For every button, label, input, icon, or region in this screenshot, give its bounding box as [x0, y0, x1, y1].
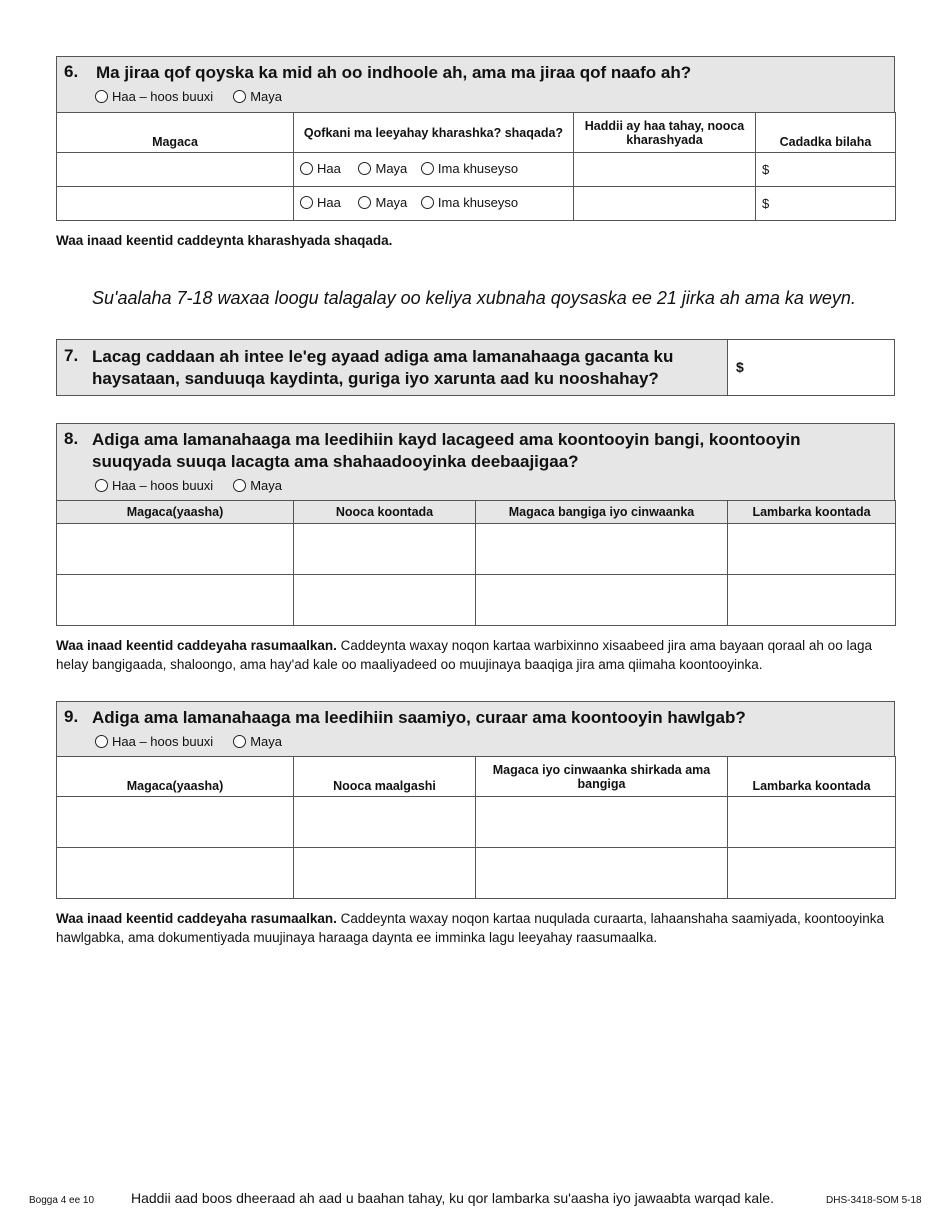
- radio-circle-icon[interactable]: [233, 479, 246, 492]
- radio-circle-icon[interactable]: [95, 90, 108, 103]
- q8-answer: [95, 478, 302, 493]
- q8-col-account-number: Lambarka koontada: [728, 501, 896, 524]
- q6-months-cell[interactable]: [756, 153, 896, 187]
- radio-circle-icon[interactable]: [300, 162, 313, 175]
- q6-months-cell[interactable]: [756, 187, 896, 221]
- section-note: Su'aalaha 7-18 waxaa loogu talagalay oo keliya xubnaha qoysaska ee 21 jirka ah ama ka weyn.: [92, 288, 856, 308]
- q8-note: [56, 636, 896, 674]
- option-label: Ima khuseyso: [437, 195, 519, 210]
- q8-table: [56, 500, 896, 626]
- q6-options-cell: [294, 187, 574, 221]
- q6-type-cell[interactable]: [574, 153, 756, 187]
- q8-number: 8.: [64, 429, 79, 448]
- q8-col-account-type: Nooca koontada: [294, 501, 476, 524]
- table-row: [57, 524, 896, 575]
- q9-cell[interactable]: [57, 848, 294, 899]
- q9-yes-label: Haa – hoos buuxi: [112, 734, 214, 749]
- q9-note-text: Caddeynta waxay noqon kartaa nuqulada curaarta, lahaanshaha saamiyada, koontooyinka hawlgabka, ama dokumentiyada muujinaya haraaga daynta ee imminka lagu leeyahay raasumaalka.: [56, 911, 885, 945]
- currency-symbol: $: [762, 196, 770, 211]
- q6-col-expense: Qofkani ma leeyahay kharashka? shaqada?: [294, 113, 574, 153]
- q9-cell[interactable]: [728, 797, 896, 848]
- radio-circle-icon[interactable]: [421, 196, 434, 209]
- q8-col-names: Magaca(yaasha): [57, 501, 294, 524]
- q9-title: Adiga ama lamanahaaga ma leedihiin saamiyo, curaar ama koontooyin hawlgab?: [92, 708, 746, 727]
- footer-instruction: Haddii aad boos dheeraad ah aad u baahan tahay, ku qor lambarka su'aasha iyo jawaabta warqad kale.: [131, 1190, 774, 1206]
- q6-name-cell[interactable]: [57, 187, 294, 221]
- option-label: Haa: [317, 195, 341, 210]
- q6-number: 6.: [64, 62, 79, 81]
- q6-no-option[interactable]: [233, 89, 282, 104]
- radio-circle-icon[interactable]: [95, 735, 108, 748]
- q9-answer: [95, 734, 302, 749]
- option-label: Ima khuseyso: [437, 161, 519, 176]
- option-maya[interactable]: [358, 161, 407, 176]
- radio-circle-icon[interactable]: [421, 162, 434, 175]
- q8-title-line1: Adiga ama lamanahaaga ma leedihiin kayd lacageed ama koontooyin bangi, koontooyin: [92, 430, 801, 449]
- radio-circle-icon[interactable]: [95, 479, 108, 492]
- q8-yes-label: Haa – hoos buuxi: [112, 478, 214, 493]
- q6-title: Ma jiraa qof qoyska ka mid ah oo indhoole ah, ama ma jiraa qof naafo ah?: [96, 63, 692, 82]
- q8-cell[interactable]: [294, 575, 476, 626]
- q6-options-cell: [294, 153, 574, 187]
- q8-cell[interactable]: [476, 575, 728, 626]
- currency-symbol: $: [762, 162, 770, 177]
- q6-no-label: Maya: [250, 89, 282, 104]
- table-row: [57, 848, 896, 899]
- q8-no-option[interactable]: [233, 478, 282, 493]
- radio-circle-icon[interactable]: [358, 196, 371, 209]
- table-row: [57, 187, 896, 221]
- form-id: DHS-3418-SOM 5-18: [826, 1195, 922, 1206]
- q6-name-cell[interactable]: [57, 153, 294, 187]
- q9-cell[interactable]: [294, 797, 476, 848]
- q6-yes-label: Haa – hoos buuxi: [112, 89, 214, 104]
- radio-circle-icon[interactable]: [300, 196, 313, 209]
- radio-circle-icon[interactable]: [358, 162, 371, 175]
- q6-col-name: Magaca: [57, 113, 294, 153]
- q9-col-account-number: Lambarka koontada: [728, 757, 896, 797]
- q8-note-bold: Waa inaad keentid caddeyaha rasumaalkan.: [56, 638, 337, 653]
- q9-col-company: Magaca iyo cinwaanka shirkada ama bangiga: [476, 757, 728, 797]
- q9-no-label: Maya: [250, 734, 282, 749]
- option-haa[interactable]: [300, 161, 341, 176]
- q8-cell[interactable]: [294, 524, 476, 575]
- q8-cell[interactable]: [57, 524, 294, 575]
- table-row: [57, 797, 896, 848]
- option-label: Maya: [375, 195, 408, 210]
- option-label: Maya: [375, 161, 408, 176]
- q7-currency: $: [736, 359, 744, 375]
- q9-col-names: Magaca(yaasha): [57, 757, 294, 797]
- q6-answer: [95, 89, 302, 104]
- table-row: [57, 153, 896, 187]
- q6-col-months: Cadadka bilaha: [756, 113, 896, 153]
- q7-number: 7.: [64, 346, 79, 365]
- q8-title-line2: suuqyada suuqa lacagta ama shahaadooyinka deebaajigaa?: [92, 452, 579, 471]
- q8-cell[interactable]: [57, 575, 294, 626]
- q8-no-label: Maya: [250, 478, 282, 493]
- q8-cell[interactable]: [728, 575, 896, 626]
- q9-cell[interactable]: [294, 848, 476, 899]
- q9-yes-option[interactable]: [95, 734, 213, 749]
- q6-note-bold: Waa inaad keentid caddeynta kharashyada shaqada.: [56, 233, 393, 248]
- option-ima-khuseyso[interactable]: [421, 195, 518, 210]
- q7-amount-field[interactable]: [727, 339, 895, 396]
- option-ima-khuseyso[interactable]: [421, 161, 518, 176]
- q9-cell[interactable]: [476, 848, 728, 899]
- page-number: Bogga 4 ee 10: [29, 1195, 95, 1206]
- q6-type-cell[interactable]: [574, 187, 756, 221]
- q9-cell[interactable]: [476, 797, 728, 848]
- q8-cell[interactable]: [728, 524, 896, 575]
- q6-col-type: Haddii ay haa tahay, nooca kharashyada: [574, 113, 756, 153]
- q9-table: [56, 756, 896, 899]
- option-maya[interactable]: [358, 195, 407, 210]
- q9-note-bold: Waa inaad keentid caddeyaha rasumaalkan.: [56, 911, 337, 926]
- q6-yes-option[interactable]: [95, 89, 213, 104]
- q7-title-line2: haysataan, sanduuqa kaydinta, guriga iyo xarunta aad ku nooshahay?: [92, 369, 659, 388]
- q6-table: [56, 112, 896, 221]
- option-label: Haa: [317, 161, 341, 176]
- q8-note-text: Caddeynta waxay noqon kartaa warbixinno xisaabeed jira ama bayaan qoraal ah oo laga helay bangigaada, shaloongo, ama hay'ad kale oo maaliyadeed oo muujinaya baaqiga jira ama qiimaha koontooyinka.: [56, 638, 872, 672]
- radio-circle-icon[interactable]: [233, 735, 246, 748]
- q8-col-bank: Magaca bangiga iyo cinwaanka: [476, 501, 728, 524]
- radio-circle-icon[interactable]: [233, 90, 246, 103]
- q9-note: [56, 909, 896, 947]
- q9-col-investment-type: Nooca maalgashi: [294, 757, 476, 797]
- q9-cell[interactable]: [57, 797, 294, 848]
- q9-no-option[interactable]: [233, 734, 282, 749]
- option-haa[interactable]: [300, 195, 341, 210]
- q9-cell[interactable]: [728, 848, 896, 899]
- q9-number: 9.: [64, 707, 79, 726]
- q8-cell[interactable]: [476, 524, 728, 575]
- table-row: [57, 575, 896, 626]
- q6-note: [56, 231, 392, 250]
- q8-yes-option[interactable]: [95, 478, 213, 493]
- q7-title-line1: Lacag caddaan ah intee le'eg ayaad adiga ama lamanahaaga gacanta ku: [92, 347, 674, 366]
